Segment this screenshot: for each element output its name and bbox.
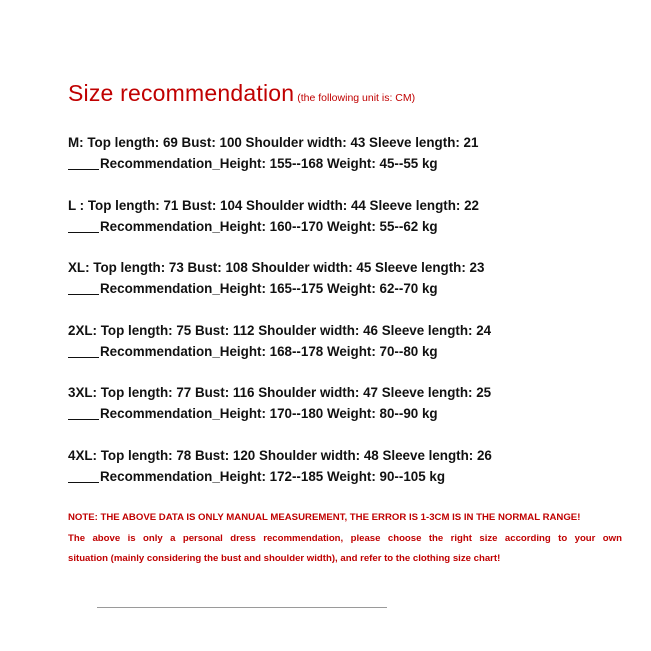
- recommendation-text: Recommendation_Height: 170--180 Weight: 80--90 kg: [100, 405, 438, 421]
- recommendation-line: [68, 154, 478, 175]
- size-block-2xl: [68, 321, 491, 362]
- underline-blank: [68, 357, 99, 358]
- note-recommendation: The above is only a personal dress recommendation, please choose the right size according to your own: [68, 532, 622, 544]
- recommendation-line: [68, 217, 479, 238]
- size-block-3xl: [68, 383, 491, 424]
- recommendation-text: Recommendation_Height: 160--170 Weight: 55--62 kg: [100, 218, 438, 234]
- underline-blank: [68, 169, 99, 170]
- recommendation-line: [68, 404, 491, 425]
- note-warning: NOTE: THE ABOVE DATA IS ONLY MANUAL MEASUREMENT, THE ERROR IS 1-3CM IS IN THE NORMAL RANGE!: [68, 512, 581, 523]
- recommendation-line: [68, 342, 491, 363]
- page-title: [68, 80, 415, 107]
- size-spec: 2XL: Top length: 75 Bust: 112 Shoulder width: 46 Sleeve length: 24: [68, 323, 492, 338]
- recommendation-text: Recommendation_Height: 155--168 Weight: 45--55 kg: [100, 155, 438, 171]
- underline-blank: [68, 232, 99, 233]
- size-block-4xl: [68, 446, 492, 487]
- size-spec: L : Top length: 71 Bust: 104 Shoulder width: 44 Sleeve length: 22: [68, 198, 479, 213]
- divider-line: [97, 607, 387, 608]
- size-block-m: [68, 133, 478, 174]
- underline-blank: [68, 419, 99, 420]
- recommendation-line: [68, 467, 492, 488]
- size-block-xl: [68, 258, 484, 299]
- recommendation-text: Recommendation_Height: 165--175 Weight: 62--70 kg: [100, 280, 438, 296]
- note-block: [68, 508, 622, 570]
- recommendation-text: Recommendation_Height: 168--178 Weight: 70--80 kg: [100, 343, 438, 359]
- recommendation-line: [68, 279, 484, 300]
- size-spec: 4XL: Top length: 78 Bust: 120 Shoulder width: 48 Sleeve length: 26: [68, 448, 492, 463]
- size-spec: M: Top length: 69 Bust: 100 Shoulder width: 43 Sleeve length: 21: [68, 135, 479, 150]
- underline-blank: [68, 482, 99, 483]
- size-spec: XL: Top length: 73 Bust: 108 Shoulder width: 45 Sleeve length: 23: [68, 260, 485, 275]
- underline-blank: [68, 294, 99, 295]
- note-size-chart-reference: situation (mainly considering the bust and shoulder width), and refer to the clothing size chart!: [68, 553, 501, 564]
- size-spec: 3XL: Top length: 77 Bust: 116 Shoulder width: 47 Sleeve length: 25: [68, 385, 492, 400]
- title-unit-note: (the following unit is: CM): [297, 92, 416, 104]
- size-block-l: [68, 196, 479, 237]
- recommendation-text: Recommendation_Height: 172--185 Weight: 90--105 kg: [100, 468, 446, 484]
- title-main: Size recommendation: [68, 80, 295, 106]
